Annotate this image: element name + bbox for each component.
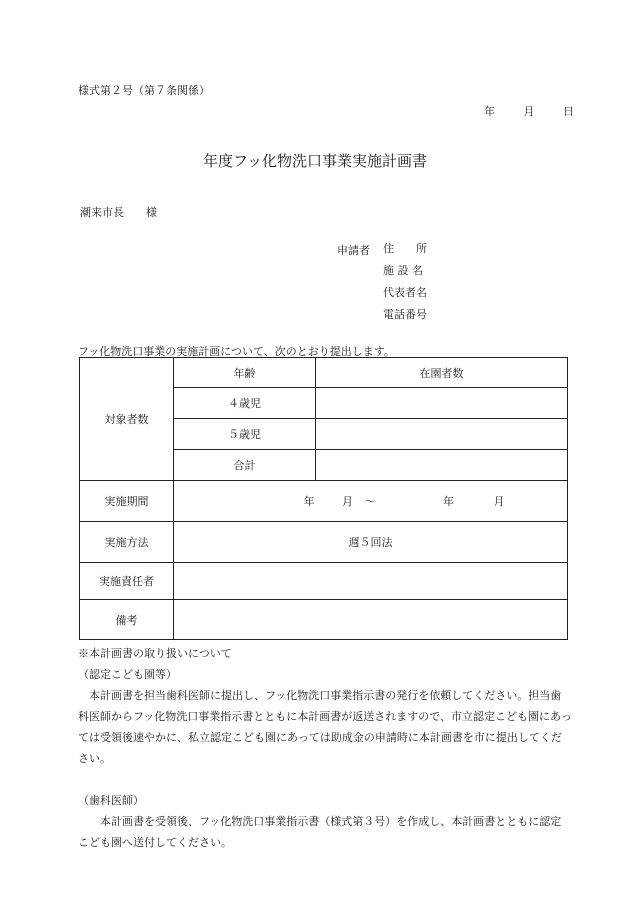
responsible-row bbox=[80, 563, 568, 600]
applicant-phone-label: 電話番号 bbox=[383, 308, 427, 321]
total-label: 合計 bbox=[174, 450, 316, 481]
section1-text: 本計画書を担当歯科医師に提出し、フッ化物洗口事業指示書の発行を依頼してください。担当歯科医師からフッ化物洗口事業指示書とともに本計画書が返送されますので、市立認定こども園にあっては受領後速やかに、私立認定こども園にあっては助成金の申請時に本計画書を市に提出してください。 bbox=[78, 689, 572, 765]
period-month-end: 月 bbox=[493, 495, 505, 508]
addressee-name: 潮来市長 bbox=[80, 206, 124, 219]
section1-heading: （認定こども園等） bbox=[78, 668, 177, 681]
age-5-label: ５歳児 bbox=[174, 419, 316, 450]
plan-table bbox=[79, 357, 568, 640]
period-row bbox=[80, 481, 568, 522]
period-year-end: 年 bbox=[443, 495, 454, 508]
target-count-label: 対象者数 bbox=[80, 358, 174, 481]
total-count[interactable] bbox=[316, 450, 568, 481]
section2-heading: （歯科医師） bbox=[78, 794, 144, 807]
method-value[interactable]: 週５回法 bbox=[174, 522, 568, 563]
addressee-honorific: 様 bbox=[146, 206, 157, 219]
remarks-row bbox=[80, 600, 568, 640]
period-value[interactable] bbox=[174, 481, 568, 522]
table-header-row bbox=[80, 358, 568, 388]
applicant-address-label: 住 所 bbox=[383, 242, 427, 255]
remarks-label: 備考 bbox=[80, 600, 174, 640]
section2-text: 本計画書を受領後、フッ化物洗口事業指示書（様式第３号）を作成し、本計画書とともに認定こども園へ送付してください。 bbox=[78, 815, 562, 849]
applicant-fields bbox=[383, 242, 427, 330]
remarks-value[interactable] bbox=[174, 600, 568, 640]
period-year-start: 年 bbox=[303, 495, 315, 508]
document-title: 年度フッ化物洗口事業実施計画書 bbox=[203, 152, 427, 170]
applicant-representative-label: 代表者名 bbox=[383, 286, 427, 299]
age-4-count[interactable] bbox=[316, 388, 568, 419]
intro-text: フッ化物洗口事業の実施計画について、次のとおり提出します。 bbox=[78, 345, 395, 358]
age-5-count[interactable] bbox=[316, 419, 568, 450]
date-year: 年 bbox=[484, 105, 495, 118]
responsible-label: 実施責任者 bbox=[80, 563, 174, 600]
date-line bbox=[484, 103, 574, 119]
col-enrolled-header: 在園者数 bbox=[316, 358, 568, 388]
responsible-value[interactable] bbox=[174, 563, 568, 600]
col-age-header: 年齢 bbox=[174, 358, 316, 388]
age-4-label: ４歳児 bbox=[174, 388, 316, 419]
applicant-facility-label: 施 設 名 bbox=[383, 264, 423, 277]
addressee bbox=[80, 204, 157, 220]
method-row bbox=[80, 522, 568, 563]
period-month-start: 月 bbox=[342, 495, 353, 508]
applicant-label: 申請者 bbox=[337, 244, 370, 257]
method-label: 実施方法 bbox=[80, 522, 174, 563]
handling-notes bbox=[78, 643, 572, 853]
period-tilde: 〜 bbox=[364, 495, 376, 508]
date-day: 日 bbox=[563, 105, 574, 118]
form-number: 様式第２号（第７条関係） bbox=[78, 84, 210, 97]
period-label: 実施期間 bbox=[80, 481, 174, 522]
notes-heading: ※本計画書の取り扱いについて bbox=[78, 647, 232, 660]
date-month: 月 bbox=[523, 105, 535, 118]
